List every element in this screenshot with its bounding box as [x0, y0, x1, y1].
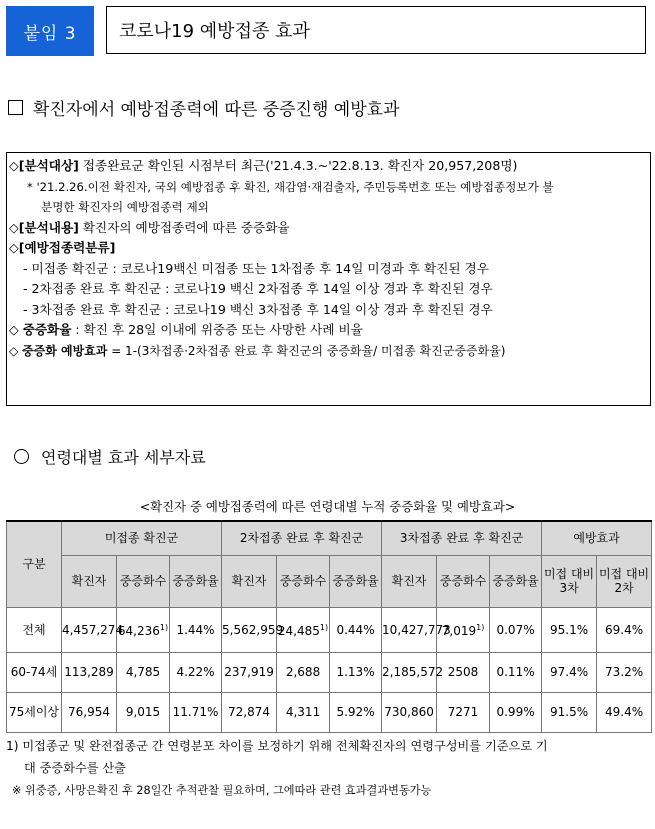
table-row	[7, 692, 652, 732]
footnote-1-line-2: 대 중증화수를 산출	[24, 761, 126, 775]
table-row	[7, 652, 652, 692]
efficacy-table	[6, 520, 652, 733]
circle-bullet-icon	[14, 449, 29, 464]
group-header: 구분	[7, 521, 62, 607]
cell: 4.22%	[170, 652, 222, 692]
analysis-content-label: [분석내용]	[18, 219, 79, 235]
cell	[277, 607, 330, 652]
cell	[117, 607, 170, 652]
analysis-target-text: 접종완료군 확인된 시점부터 최근('21.4.3.~'22.8.13. 확진자 20,957,208명)	[78, 158, 518, 173]
cell: 2508	[437, 652, 490, 692]
class-item-1: - 미접종 확진군 : 코로나19백신 미접종 또는 1차접종 후 14일 미경과 후 확진된 경우	[23, 260, 489, 276]
cell: 9,015	[117, 692, 170, 732]
attachment-badge: 붙임 3	[6, 6, 94, 56]
cell: 1.44%	[170, 607, 222, 652]
severe-rate-text: : 확진 후 28일 이내에 위중증 또는 사망한 사례 비율	[71, 322, 363, 337]
sub-header: 중증화수	[277, 555, 330, 607]
cell-value: 7,019	[441, 624, 477, 638]
col-group-dose2: 2차접종 완료 후 확진군	[222, 521, 382, 555]
class-item-2: - 2차접종 완료 후 확진군 : 코로나19 백신 2차접종 후 14일 이상 경과 후 확진된 경우	[23, 281, 493, 296]
cell-value: 64,236	[117, 624, 160, 638]
cell: 97.4%	[542, 652, 597, 692]
col-group-unvaccinated: 미접종 확진군	[62, 521, 222, 555]
footnote-2: ※ 위중증, 사망은확진 후 28일간 추적관찰 필요하며, 그에따라 관련 효과결과변동가능	[12, 784, 432, 797]
col-group-effect: 예방효과	[542, 521, 652, 555]
cell: 0.44%	[330, 607, 382, 652]
cell: 73.2%	[597, 652, 652, 692]
footnote-mark: 1)	[159, 623, 169, 632]
footnote-1	[6, 735, 548, 779]
severe-rate-label: 중증화율	[22, 322, 72, 337]
cell: 237,919	[222, 652, 277, 692]
cell: 0.11%	[490, 652, 542, 692]
section-title	[8, 95, 399, 120]
classification-line: ◇[예방접종력분류]	[9, 240, 116, 255]
section-title-text: 확진자에서 예방접종력에 따른 중증진행 예방효과	[33, 100, 400, 120]
cell: 10,427,773	[382, 607, 437, 652]
subsection-title	[14, 445, 206, 468]
cell-value: 24,485	[277, 624, 320, 638]
cell: 49.4%	[597, 692, 652, 732]
cell: 5.92%	[330, 692, 382, 732]
row-label: 전체	[7, 607, 62, 652]
sub-header: 중증화율	[330, 555, 382, 607]
col-group-dose3: 3차접종 완료 후 확진군	[382, 521, 542, 555]
cell: 4,457,274	[62, 607, 117, 652]
analysis-content-line: ◇[분석내용] 확진자의 예방접종력에 따른 중증화율	[9, 219, 290, 235]
cell: 76,954	[62, 692, 117, 732]
cell: 113,289	[62, 652, 117, 692]
cell: 69.4%	[597, 607, 652, 652]
cell: 4,311	[277, 692, 330, 732]
cell: 7271	[437, 692, 490, 732]
cell: 95.1%	[542, 607, 597, 652]
cell: 2,185,572	[382, 652, 437, 692]
cell: 5,562,959	[222, 607, 277, 652]
analysis-info-box	[6, 152, 651, 406]
analysis-target-label: [분석대상]	[18, 158, 79, 173]
subsection-title-text: 연령대별 효과 세부자료	[41, 448, 206, 467]
effect-label: 중증화 예방효과	[22, 343, 108, 358]
cell	[437, 607, 490, 652]
cell: 0.07%	[490, 607, 542, 652]
sub-header: 중증화수	[117, 555, 170, 607]
sub-header: 확진자	[382, 555, 437, 607]
row-label: 75세이상	[7, 692, 62, 732]
analysis-content-text: 확진자의 예방접종력에 따른 중증화율	[78, 219, 290, 235]
cell: 4,785	[117, 652, 170, 692]
exclusion-note-2: 분명한 확진자의 예방접종력 제외	[41, 200, 209, 214]
sub-header: 확진자	[222, 555, 277, 607]
sub-header: 중증화수	[437, 555, 490, 607]
cell: 2,688	[277, 652, 330, 692]
sub-header: 확진자	[62, 555, 117, 607]
footnote-1-line-1: 1) 미접종군 및 완전접종군 간 연령분포 차이를 보정하기 위해 전체확진자의 연령구성비를 기준으로 기	[6, 739, 548, 753]
effect-text: = 1-(3차접종·2차접종 완료 후 확진군의 중증화율/ 미접종 확진군중증화율)	[107, 343, 506, 358]
sub-header: 미접 대비 2차	[597, 555, 652, 607]
footnote-mark: 1)	[319, 623, 329, 632]
page-title-text: 코로나19 예방접종 효과	[119, 21, 310, 42]
sub-header: 중증화율	[490, 555, 542, 607]
square-bullet-icon	[8, 100, 23, 115]
exclusion-note-1: * '21.2.26.이전 확진자, 국외 예방접종 후 확진, 재감염·재검출자, 주민등록번호 또는 예방접종정보가 불	[27, 179, 554, 194]
cell: 0.99%	[490, 692, 542, 732]
analysis-target-line: ◇[분석대상] 접종완료군 확인된 시점부터 최근('21.4.3.~'22.8.13. 확진자 20,957,208명)	[9, 158, 518, 173]
row-label: 60-74세	[7, 652, 62, 692]
sub-header: 미접 대비 3차	[542, 555, 597, 607]
classification-label: [예방접종력분류]	[18, 240, 116, 255]
cell: 730,860	[382, 692, 437, 732]
class-item-3: - 3차접종 완료 후 확진군 : 코로나19 백신 3차접종 후 14일 이상 경과 후 확진된 경우	[23, 301, 493, 317]
cell: 72,874	[222, 692, 277, 732]
severe-rate-line: ◇ 중증화율 : 확진 후 28일 이내에 위중증 또는 사망한 사례 비율	[9, 322, 363, 337]
cell: 11.71%	[170, 692, 222, 732]
table-row	[7, 607, 652, 652]
page-title	[106, 6, 646, 54]
sub-header: 중증화율	[170, 555, 222, 607]
table-caption: <확진자 중 예방접종력에 따른 연령대별 누적 중증화율 및 예방효과>	[139, 499, 516, 514]
footnote-mark: 1)	[476, 623, 485, 632]
cell: 91.5%	[542, 692, 597, 732]
cell: 1.13%	[330, 652, 382, 692]
effect-line: ◇ 중증화 예방효과 = 1-(3차접종·2차접종 완료 후 확진군의 중증화율/ 미접종 확진군중증화율)	[9, 343, 506, 358]
